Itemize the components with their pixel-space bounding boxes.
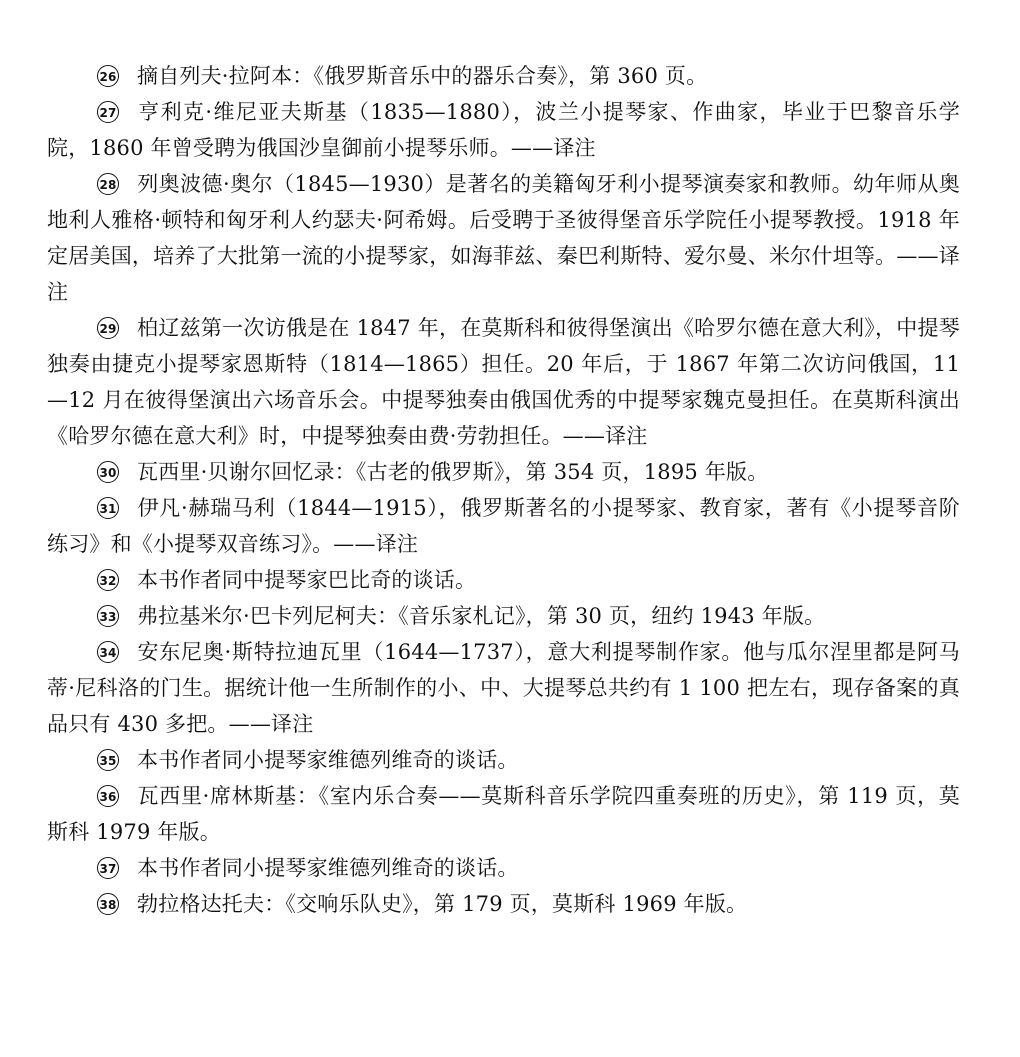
footnote xyxy=(47,58,960,94)
footnote-text: 勃拉格达托夫：《交响乐队史》，第 179 页，莫斯科 1969 年版。 xyxy=(137,892,748,916)
footnote-number: 31 xyxy=(97,497,119,519)
footnote xyxy=(47,778,960,850)
footnote xyxy=(47,490,960,562)
footnote-text: 柏辽兹第一次访俄是在 1847 年，在莫斯科和彼得堡演出《哈罗尔德在意大利》，中提琴独奏由捷克小提琴家恩斯特（1814—1865）担任。20 年后，于 1867 年第二次访问俄国，11—12 月在彼得堡演出六场音乐会。中提琴独奏由俄国优秀的中提琴家魏克曼担任。在莫斯科演出《哈罗尔德在意大利》时，中提琴独奏由费·劳勃担任。——译注 xyxy=(47,316,960,448)
footnote xyxy=(47,634,960,742)
footnote-text: 伊凡·赫瑞马利（1844—1915），俄罗斯著名的小提琴家、教育家，著有《小提琴音阶练习》和《小提琴双音练习》。——译注 xyxy=(47,496,960,556)
footnote-text: 亨利克·维尼亚夫斯基（1835—1880），波兰小提琴家、作曲家，毕业于巴黎音乐学院，1860 年曾受聘为俄国沙皇御前小提琴乐师。——译注 xyxy=(47,100,960,160)
footnote-number: 29 xyxy=(97,317,119,339)
footnote-text: 本书作者同中提琴家巴比奇的谈话。 xyxy=(137,568,477,592)
footnote xyxy=(47,598,960,634)
footnote xyxy=(47,454,960,490)
footnote-number: 34 xyxy=(97,641,119,663)
footnote-text: 瓦西里·席林斯基：《室内乐合奏——莫斯科音乐学院四重奏班的历史》，第 119 页，莫斯科 1979 年版。 xyxy=(47,784,960,844)
footnote-text: 列奥波德·奥尔（1845—1930）是著名的美籍匈牙利小提琴演奏家和教师。幼年师从奥地利人雅格·顿特和匈牙利人约瑟夫·阿希姆。后受聘于圣彼得堡音乐学院任小提琴教授。1918 年定居美国，培养了大批第一流的小提琴家，如海菲兹、秦巴利斯特、爱尔曼、米尔什坦等。——译注 xyxy=(47,172,960,304)
footnote-number: 26 xyxy=(97,65,119,87)
footnote xyxy=(47,562,960,598)
footnote-text: 瓦西里·贝谢尔回忆录：《古老的俄罗斯》，第 354 页，1895 年版。 xyxy=(137,460,769,484)
footnote xyxy=(47,166,960,310)
footnote-text: 本书作者同小提琴家维德列维奇的谈话。 xyxy=(137,856,519,880)
footnote xyxy=(47,94,960,166)
footnote-number: 37 xyxy=(97,857,119,879)
footnote xyxy=(47,886,960,922)
footnotes-page xyxy=(47,58,960,922)
footnote-number: 32 xyxy=(97,569,119,591)
footnote-number: 36 xyxy=(97,785,119,807)
footnote-number: 38 xyxy=(97,893,119,915)
footnote-number: 33 xyxy=(97,605,119,627)
footnote-text: 弗拉基米尔·巴卡列尼柯夫：《音乐家札记》，第 30 页，纽约 1943 年版。 xyxy=(137,604,826,628)
footnote xyxy=(47,310,960,454)
footnote xyxy=(47,742,960,778)
footnote xyxy=(47,850,960,886)
footnote-number: 30 xyxy=(97,461,119,483)
footnote-number: 28 xyxy=(97,173,119,195)
footnote-text: 本书作者同小提琴家维德列维奇的谈话。 xyxy=(137,748,519,772)
footnote-number: 35 xyxy=(97,749,119,771)
footnote-text: 摘自列夫·拉阿本：《俄罗斯音乐中的器乐合奏》，第 360 页。 xyxy=(137,64,708,88)
footnote-text: 安东尼奥·斯特拉迪瓦里（1644—1737），意大利提琴制作家。他与瓜尔涅里都是阿马蒂·尼科洛的门生。据统计他一生所制作的小、中、大提琴总共约有 1 100 把左右，现存备案的真品只有 430 多把。——译注 xyxy=(47,640,960,736)
footnote-number: 27 xyxy=(97,101,119,123)
